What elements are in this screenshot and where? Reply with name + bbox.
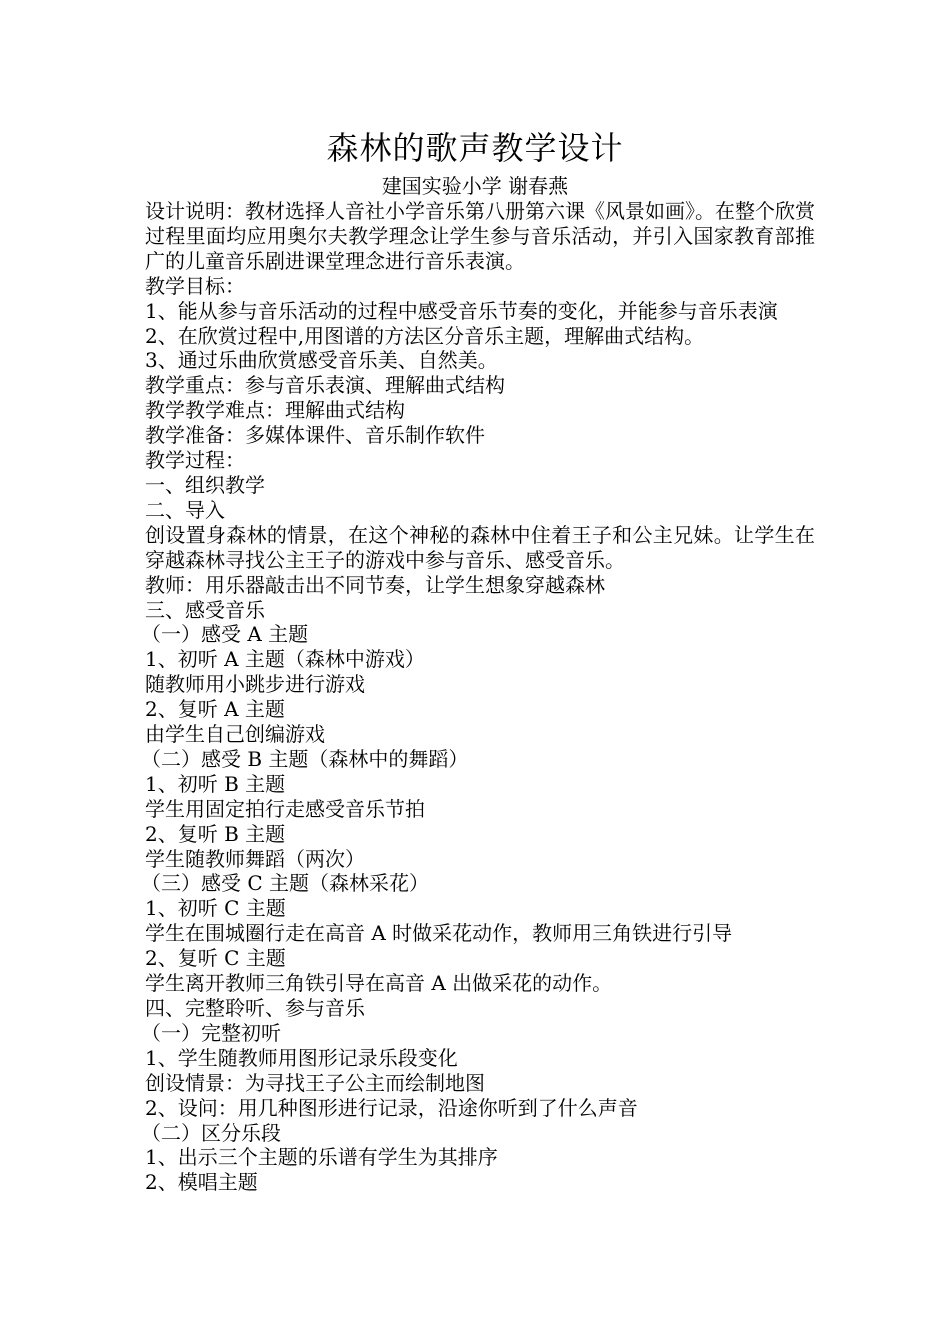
- document-body: [141, 199, 815, 1195]
- section-line: 教学教学难点：理解曲式结构: [145, 398, 405, 423]
- body-paragraph: 学生离开教师三角铁引导在高音 A 出做采花的动作。: [145, 971, 613, 996]
- list-item: 2、复听 C 主题: [145, 946, 286, 971]
- list-item: 1、初听 A 主题（森林中游戏）: [145, 647, 425, 672]
- section-heading: 教学过程：: [145, 448, 245, 473]
- sub-heading: （二）区分乐段: [141, 1120, 281, 1145]
- list-item: 2、设问：用几种图形进行记录，沿途你听到了什么声音: [145, 1095, 638, 1120]
- list-item: 1、学生随教师用图形记录乐段变化: [145, 1045, 458, 1070]
- sub-heading: （一）感受 A 主题: [141, 622, 309, 647]
- body-paragraph: 学生随教师舞蹈（两次）: [145, 846, 365, 871]
- body-paragraph: 随教师用小跳步进行游戏: [145, 672, 365, 697]
- body-paragraph: 由学生自己创编游戏: [145, 722, 325, 747]
- section-line: 教学重点：参与音乐表演、理解曲式结构: [145, 373, 505, 398]
- body-paragraph: 学生用固定拍行走感受音乐节拍: [145, 796, 425, 821]
- step-heading: 二、导入: [145, 497, 225, 522]
- list-item: 1、出示三个主题的乐谱有学生为其排序: [145, 1145, 498, 1170]
- design-note-paragraph: 设计说明：教材选择人音社小学音乐第八册第六课《风景如画》。在整个欣赏过程里面均应用奥尔夫教学理念让学生参与音乐活动，并引入国家教育部推广的儿童音乐剧进课堂理念进行音乐表演。: [145, 199, 815, 273]
- list-item: 1、初听 B 主题: [145, 771, 286, 796]
- list-item: 2、复听 B 主题: [145, 821, 286, 846]
- section-line: 教学准备：多媒体课件、音乐制作软件: [145, 423, 485, 448]
- step-heading: 四、完整聆听、参与音乐: [145, 996, 365, 1020]
- sub-heading: （三）感受 C 主题（森林采花）: [141, 871, 430, 896]
- objective-item: 3、通过乐曲欣赏感受音乐美、自然美。: [145, 348, 498, 373]
- step-heading: 一、组织教学: [145, 472, 265, 497]
- body-paragraph: 创设置身森林的情景，在这个神秘的森林中住着王子和公主兄妹。让学生在穿越森林寻找公主王子的游戏中参与音乐、感受音乐。: [145, 522, 815, 572]
- sub-heading: （二）感受 B 主题（森林中的舞蹈）: [141, 746, 469, 771]
- body-paragraph: 教师：用乐器敲击出不同节奏，让学生想象穿越森林: [145, 572, 605, 597]
- body-paragraph: 创设情景：为寻找王子公主而绘制地图: [145, 1070, 485, 1095]
- section-heading: 教学目标：: [145, 273, 245, 298]
- document-title: 森林的歌声教学设计: [326, 129, 624, 167]
- sub-heading: （一）完整初听: [141, 1020, 281, 1045]
- list-item: 2、模唱主题: [145, 1170, 258, 1195]
- objective-item: 1、能从参与音乐活动的过程中感受音乐节奏的变化，并能参与音乐表演: [145, 298, 778, 323]
- list-item: 2、复听 A 主题: [145, 697, 285, 722]
- body-paragraph: 学生在围城圈行走在高音 A 时做采花动作，教师用三角铁进行引导: [145, 921, 733, 946]
- list-item: 1、初听 C 主题: [145, 896, 286, 921]
- objective-item: 2、在欣赏过程中,用图谱的方法区分音乐主题，理解曲式结构。: [145, 323, 705, 348]
- step-heading: 三、感受音乐: [145, 597, 265, 622]
- document-author: 建国实验小学 谢春燕: [381, 174, 569, 198]
